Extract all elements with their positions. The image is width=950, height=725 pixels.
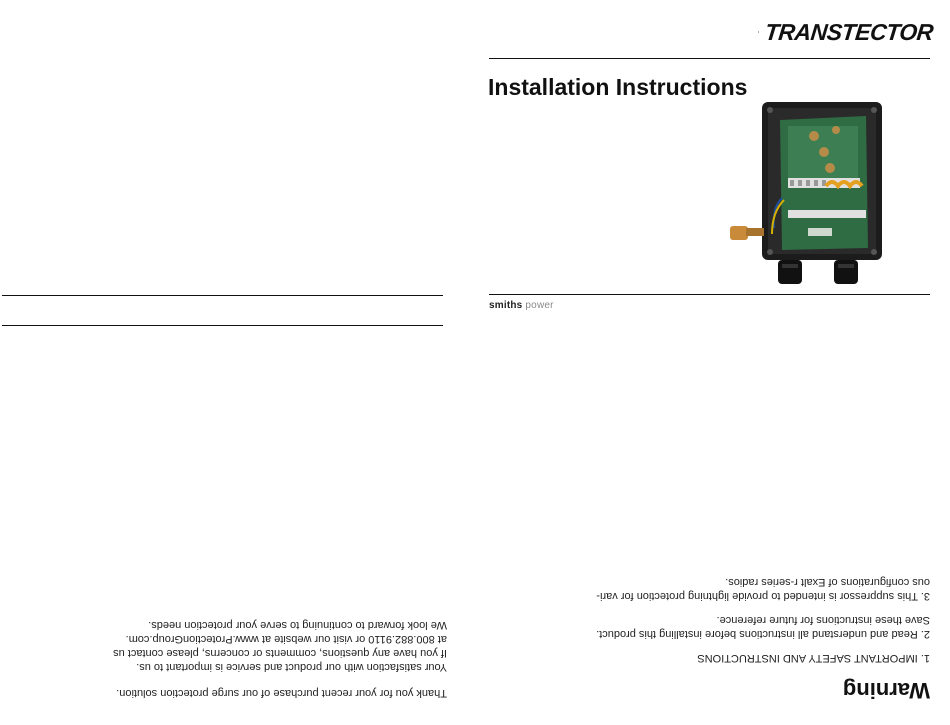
thank-you-line: Your satisfaction with our product and service is important to us. — [136, 661, 447, 673]
product-photo — [728, 100, 884, 290]
thank-you-line: Thank you for your recent purchase of our surge protection solution. — [116, 687, 447, 699]
header-rule — [489, 58, 930, 59]
lightning-bolt-icon — [758, 15, 759, 49]
warning-text — [596, 575, 930, 665]
warning-section — [555, 553, 930, 703]
footer-brand — [489, 300, 554, 311]
footer-brand-part2: power — [525, 300, 554, 311]
left-divider-top — [2, 295, 443, 296]
thank-you-line: at 800.882.9110 or visit our website at www.ProtectionGroup.com. — [125, 633, 447, 645]
warning-line: Save these instructions for future reference. — [716, 614, 930, 626]
warning-line: 3. This suppressor is intended to provide lightning protection for vari- — [596, 590, 930, 602]
thank-you-text — [113, 618, 447, 700]
warning-title: Warning — [842, 678, 930, 703]
thank-you-line: We look forward to continuing to serve your protection needs. — [148, 619, 447, 631]
thank-you-line: If you have any questions, comments or concerns, please contact us — [113, 647, 447, 659]
brand-logo — [758, 14, 933, 50]
warning-line: 2. Read and understand all instructions before installing this product. — [596, 628, 930, 640]
warning-line: 1. IMPORTANT SAFETY AND INSTRUCTIONS — [697, 652, 930, 664]
thank-you-section — [62, 590, 447, 700]
footer-brand-part1: smiths — [489, 300, 523, 311]
brand-name: TRANSTECTOR — [763, 18, 935, 45]
warning-line: ous configurations of Exalt r-series radios. — [725, 576, 930, 588]
photo-rule — [489, 294, 930, 295]
document-title: Installation Instructions — [488, 74, 748, 100]
left-divider-bottom — [2, 325, 443, 326]
